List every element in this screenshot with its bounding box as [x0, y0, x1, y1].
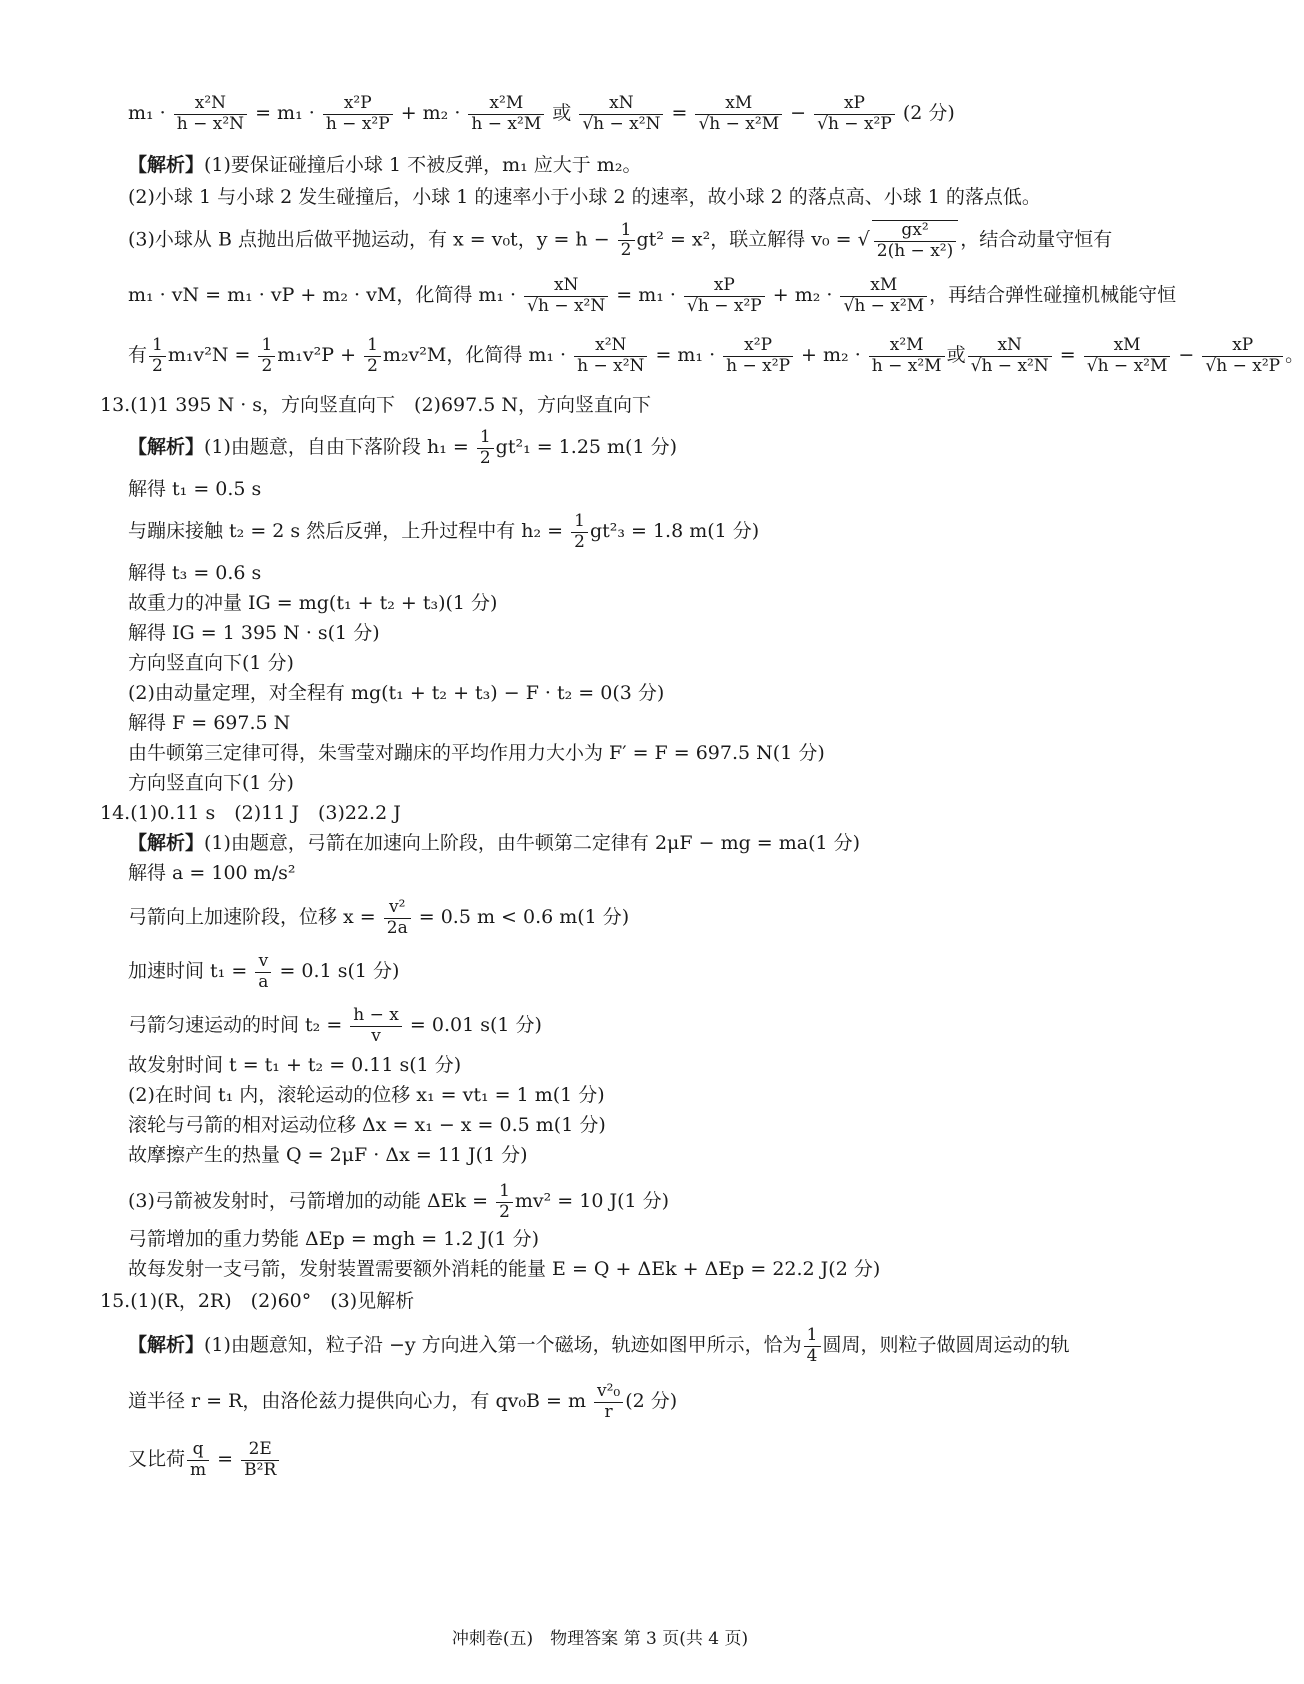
q13-line: 由牛顿第三定律可得，朱雪莹对蹦床的平均作用力大小为 F′ = F = 697.5 N(1 分) — [128, 742, 825, 764]
q12-analysis-4: m₁ · vN = m₁ · vP + m₂ · vM，化简得 m₁ · $\frac{xN}{\text{√h − x²N}}$ = m₁ · $\frac{xP}{\text{√h − x²P}}$ + m₂ · $\frac{xM}{\text{√h − x²M}}$ ，再结合弹性碰撞机械能守恒 — [128, 275, 1177, 316]
fraction: $\frac{\text{x²M}}{\text{h − x²M}}$ — [468, 94, 544, 134]
q14-line: 故摩擦产生的热量 Q = 2μF · Δx = 11 J(1 分) — [128, 1144, 528, 1166]
analysis-tag: 【解析】 — [128, 1334, 205, 1357]
q12-analysis-5: 有 $\frac{1}{2}$ m₁v²N = $\frac{1}{2}$ m₁v²P + $\frac{1}{2}$ m₂v²M，化简得 m₁ · $\frac{\text{x²N}}{\text{h − x²N}}$ = m₁ · $\frac{\text{x²P}}{\text{h − x²P}}$ + m₂ · $\frac{\text{x²M}}{\text{h − x²M}}$ 或 $\frac{xN}{\text{√h − x²N}}$ = $\frac{xM}{\text{√h − x²M}}$ − $\frac{xP}{\text{√h − x²P}}$ 。 — [128, 335, 1304, 376]
q12-analysis-2: (2)小球 1 与小球 2 发生碰撞后，小球 1 的速率小于小球 2 的速率，故小球 2 的落点高、小球 1 的落点低。 — [128, 186, 1041, 208]
q14-line: 弓箭增加的重力势能 ΔEp = mgh = 1.2 J(1 分) — [128, 1228, 540, 1250]
fraction: $\frac{\text{x²P}}{\text{h − x²P}}$ — [323, 94, 393, 134]
q13-line: 解得 t₃ = 0.6 s — [128, 562, 262, 584]
q14-line: (3)弓箭被发射时，弓箭增加的动能 ΔEk = $\frac{1}{2}$ mv² = 10 J(1 分) — [128, 1181, 670, 1222]
q13-line: 解得 F = 697.5 N — [128, 712, 291, 734]
q13-line: (2)由动量定理，对全程有 mg(t₁ + t₂ + t₃) − F · t₂ = 0(3 分) — [128, 682, 665, 704]
q14-line: 加速时间 t₁ = $\frac{v}{a}$ = 0.1 s(1 分) — [128, 951, 400, 992]
q15-line: 又比荷 $\frac{q}{m}$ = $\frac{2E}{\text{B²R}}$ — [128, 1440, 281, 1480]
q13-line: 方向竖直向下(1 分) — [128, 652, 294, 674]
page-footer: 冲刺卷(五) 物理答案 第 3 页(共 4 页) — [451, 1629, 749, 1649]
analysis-tag: 【解析】 — [128, 436, 205, 459]
q13-analysis-1: 【解析】(1)由题意，自由下落阶段 h₁ = $\frac{1}{2}$ gt²₁ = 1.25 m(1 分) — [128, 427, 678, 468]
q14-line: 故每发射一支弓箭，发射装置需要额外消耗的能量 E = Q + ΔEk + ΔEp = 22.2 J(2 分) — [128, 1258, 881, 1280]
q14-line: 弓箭匀速运动的时间 t₂ = $\frac{h - x}{v}$ = 0.01 s(1 分) — [128, 1005, 542, 1046]
q13-line: 解得 IG = 1 395 N · s(1 分) — [128, 622, 380, 644]
q13-line: 故重力的冲量 IG = mg(t₁ + t₂ + t₃)(1 分) — [128, 592, 498, 614]
q14-answer: 14.(1)0.11 s (2)11 J (3)22.2 J — [100, 802, 401, 824]
q15-analysis-1: 【解析】(1)由题意知，粒子沿 −y 方向进入第一个磁场，轨迹如图甲所示，恰为 $\frac{1}{4}$ 圆周，则粒子做圆周运动的轨 — [128, 1325, 1070, 1366]
q14-line: 滚轮与弓箭的相对运动位移 Δx = x₁ − x = 0.5 m(1 分) — [128, 1114, 606, 1136]
q13-line: 方向竖直向下(1 分) — [128, 772, 294, 794]
q15-line: 道半径 r = R，由洛伦兹力提供向心力，有 qv₀B = m $\frac{\text{v²₀}}{r}$ (2 分) — [128, 1381, 678, 1422]
text: m₁ · — [128, 102, 172, 125]
fraction: $\frac{xP}{\text{√h − x²P}}$ — [814, 94, 895, 134]
fraction: $\frac{\text{x²N}}{\text{h − x²N}}$ — [174, 94, 247, 134]
q14-line: 解得 a = 100 m/s² — [128, 862, 296, 884]
q13-answer: 13.(1)1 395 N · s，方向竖直向下 (2)697.5 N，方向竖直向下 — [100, 394, 652, 416]
q13-line: 解得 t₁ = 0.5 s — [128, 478, 262, 500]
q14-line: (2)在时间 t₁ 内，滚轮运动的位移 x₁ = vt₁ = 1 m(1 分) — [128, 1084, 605, 1106]
formula-line: m₁ · $\frac{\text{x²N}}{\text{h − x²N}}$ = m₁ · $\frac{\text{x²P}}{\text{h − x²P}}$ + m₂ · $\frac{\text{x²M}}{\text{h − x²M}}$ 或 $\frac{xN}{\text{√h − x²N}}$ = $\frac{xM}{\text{√h − x²M}}$ − $\frac{xP}{\text{√h − x²P}}$ (2 分) — [128, 93, 955, 134]
fraction: $\frac{xM}{\text{√h − x²M}}$ — [695, 94, 782, 134]
q14-line: 弓箭向上加速阶段，位移 x = $\frac{\text{v²}}{2a}$ = 0.5 m < 0.6 m(1 分) — [128, 897, 630, 938]
q12-analysis-1: 【解析】(1)要保证碰撞后小球 1 不被反弹，m₁ 应大于 m₂。 — [128, 154, 642, 176]
analysis-tag: 【解析】 — [128, 154, 205, 176]
q12-analysis-3: (3)小球从 B 点抛出后做平抛运动，有 x = v₀t，y = h − $\frac{1}{2}$ gt² = x²，联立解得 v₀ = √ $\frac{\text{gx²}}{\text{2(h − x²)}}$ ，结合动量守恒有 — [128, 219, 1113, 261]
analysis-tag: 【解析】 — [128, 832, 205, 854]
q14-line: 故发射时间 t = t₁ + t₂ = 0.11 s(1 分) — [128, 1054, 462, 1076]
q13-line: 与蹦床接触 t₂ = 2 s 然后反弹，上升过程中有 h₂ = $\frac{1}{2}$ gt²₃ = 1.8 m(1 分) — [128, 511, 760, 552]
q15-answer: 15.(1)(R，2R) (2)60° (3)见解析 — [100, 1290, 415, 1312]
q14-analysis-1: 【解析】(1)由题意，弓箭在加速向上阶段，由牛顿第二定律有 2μF − mg = ma(1 分) — [128, 832, 861, 854]
fraction: $\frac{xN}{\text{√h − x²N}}$ — [579, 94, 663, 134]
